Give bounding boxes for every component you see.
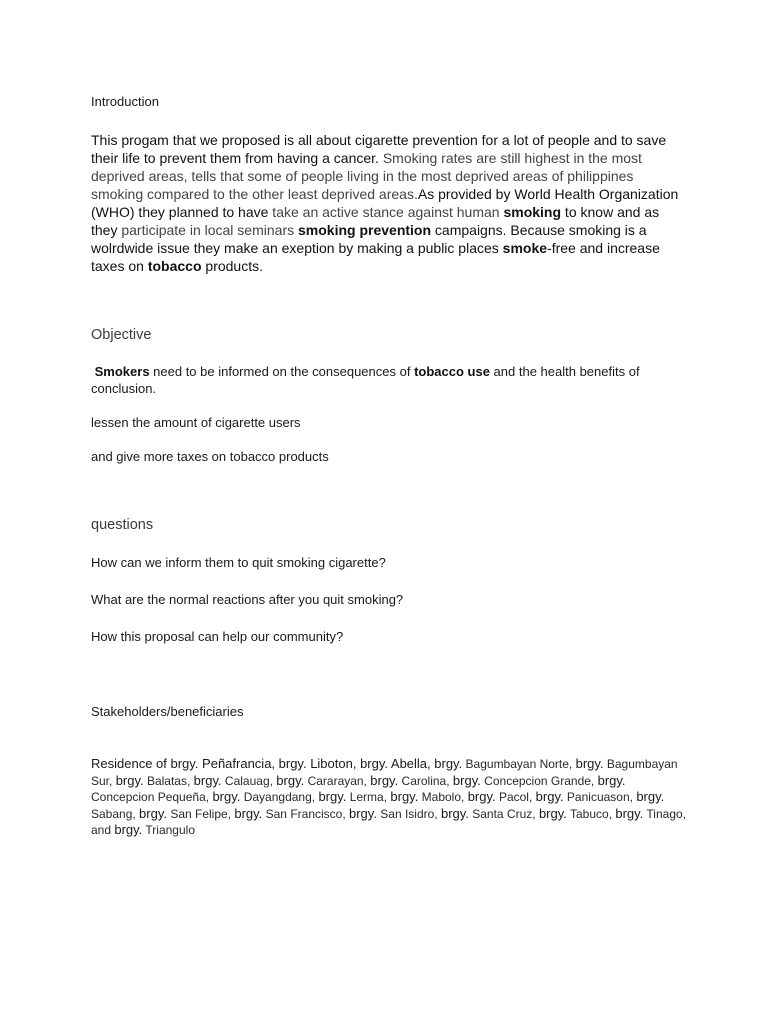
barangay-name: San Francisco, (262, 806, 349, 821)
questions-heading: questions (91, 517, 154, 533)
objective-paragraph-3: and give more taxes on tobacco products (91, 449, 329, 464)
brgy-prefix: brgy. (370, 772, 399, 788)
barangay-name: Pacol, (495, 790, 536, 804)
brgy-prefix: brgy. (575, 756, 604, 771)
barangay-name: Panicuason, (563, 790, 637, 804)
brgy-prefix: brgy. (615, 805, 644, 821)
brgy-prefix: brgy. (597, 772, 626, 788)
barangay-name: Triangulo (142, 823, 195, 837)
barangay-name: Tabuco, (566, 806, 616, 821)
barangay-name: Santa Cruz, (468, 806, 539, 821)
barangay-name: Lerma, (346, 790, 391, 804)
introduction-heading: Introduction (91, 94, 159, 109)
barangay-name: San Isidro, (376, 806, 441, 821)
barangay-name: Balatas, (143, 773, 194, 788)
stakeholders-heading: Stakeholders/beneficiaries (91, 704, 244, 719)
barangay-name: San Felipe, (166, 806, 235, 821)
barangay-name: Mabolo, (418, 790, 468, 804)
brgy-prefix: brgy. (318, 789, 347, 804)
brgy-prefix: brgy. (452, 772, 481, 788)
barangay-name: Bagumbayan Sur, (91, 757, 678, 788)
barangay-name: Calauag, (221, 773, 277, 788)
objective-heading: Objective (91, 327, 152, 343)
brgy-prefix: brgy. (440, 805, 469, 821)
brgy-prefix: brgy. (467, 789, 496, 804)
brgy-prefix: brgy. (535, 789, 564, 804)
brgy-prefix: brgy. (276, 772, 305, 788)
stakeholders-lead: Residence of brgy. Peñafrancia, brgy. Liboton, brgy. Abella, brgy. (91, 756, 463, 771)
question-item-3: How this proposal can help our community? (91, 629, 344, 644)
brgy-prefix: brgy. (139, 805, 167, 821)
brgy-prefix: brgy. (390, 789, 419, 804)
barangay-name: Sabang, (91, 806, 140, 821)
question-item-2: What are the normal reactions after you quit smoking? (91, 592, 404, 607)
barangay-name: Concepcion Pequeña, (91, 790, 213, 804)
brgy-prefix: brgy. (234, 805, 263, 821)
brgy-prefix: brgy. (349, 805, 377, 821)
barangay-name: Concepcion Grande, (480, 773, 598, 788)
barangay-name: Carolina, (398, 773, 453, 788)
question-item-1: How can we inform them to quit smoking cigarette? (91, 555, 386, 570)
stakeholders-paragraph (91, 756, 688, 839)
brgy-prefix: brgy. (212, 789, 241, 804)
brgy-prefix: brgy. (193, 772, 222, 788)
barangay-name: Dayangdang, (240, 790, 319, 804)
barangay-name: Cararayan, (304, 773, 371, 788)
brgy-prefix: brgy. (114, 822, 143, 837)
brgy-prefix: brgy. (538, 805, 567, 821)
introduction-paragraph: This progam that we proposed is all about cigarette prevention for a lot of people and to save their life to prevent them from having a cancer. Smoking rates are still highest in the most deprived areas, tells that some of people living in the most deprived areas of philippines smoking compared to the other least deprived areas.As provided by World Health Organization (WHO) they planned to have take an active stance against human smoking to know and as they participate in local seminars smoking prevention campaigns. Because smoking is a wolrdwide issue they make an exeption by making a public places smoke-free and increase taxes on tobacco products. (91, 132, 679, 274)
brgy-prefix: brgy. (636, 789, 665, 804)
barangay-name: Tinago, and (91, 806, 686, 837)
barangay-name: Bagumbayan Norte, (462, 757, 576, 771)
brgy-prefix: brgy. (115, 772, 144, 788)
objective-paragraph-1: Smokers need to be informed on the consequences of tobacco use and the health benefits of conclusion. (91, 364, 640, 396)
objective-paragraph-2: lessen the amount of cigarette users (91, 415, 301, 430)
